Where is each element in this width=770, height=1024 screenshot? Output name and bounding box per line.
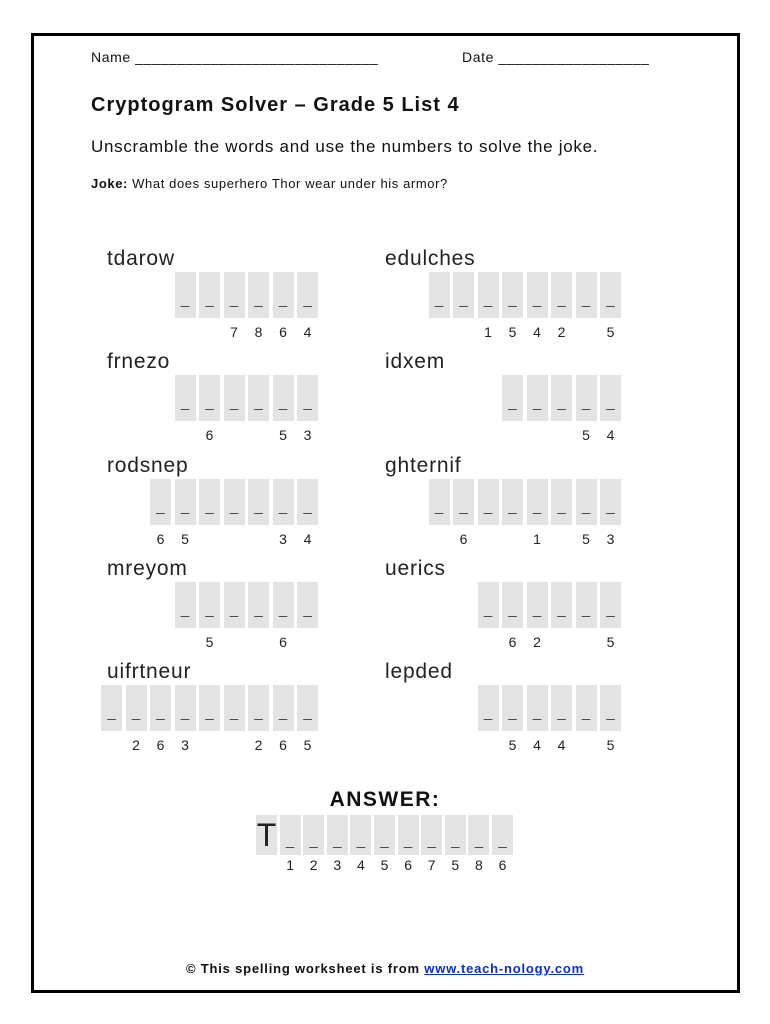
letter-box[interactable]: _ [199, 582, 220, 628]
date-field-label: Date __________________ [462, 49, 650, 65]
answer-letter-box[interactable]: _ [398, 815, 419, 855]
letter-box[interactable]: _ [297, 479, 318, 525]
letter-box[interactable]: _ [502, 582, 523, 628]
answer-number: 7 [427, 857, 436, 873]
letter-box[interactable]: _ [600, 479, 621, 525]
letter-box[interactable]: _ [478, 685, 499, 731]
letter-number: 3 [303, 427, 312, 443]
letter-number: 5 [606, 634, 615, 650]
joke-label: Joke: [91, 176, 128, 191]
letter-number: 6 [279, 634, 287, 650]
letter-box[interactable]: _ [527, 479, 548, 525]
worksheet-title: Cryptogram Solver – Grade 5 List 4 [91, 94, 460, 116]
letter-box[interactable]: _ [527, 685, 548, 731]
letter-box[interactable]: _ [199, 375, 220, 421]
letter-box[interactable]: _ [273, 272, 294, 318]
letter-number: 2 [132, 737, 140, 753]
answer-number: 3 [333, 857, 342, 873]
letter-box[interactable]: _ [175, 272, 196, 318]
letter-box[interactable]: _ [273, 582, 294, 628]
letter-box[interactable]: _ [297, 375, 318, 421]
letter-number: 1 [533, 531, 541, 547]
scrambled-word: mreyom [107, 557, 188, 580]
letter-box[interactable]: _ [175, 685, 196, 731]
letter-box[interactable]: _ [453, 479, 474, 525]
answer-letter-box[interactable]: _ [280, 815, 301, 855]
footer [0, 961, 770, 976]
letter-box[interactable]: _ [273, 685, 294, 731]
letter-box[interactable]: _ [175, 582, 196, 628]
letter-box[interactable]: _ [297, 685, 318, 731]
answer-number: 8 [474, 857, 483, 873]
letter-box[interactable]: _ [224, 272, 245, 318]
letter-number: 3 [606, 531, 615, 547]
letter-box[interactable]: _ [502, 375, 523, 421]
letter-box[interactable]: _ [502, 685, 523, 731]
answer-letter-box[interactable]: _ [421, 815, 442, 855]
letter-number: 5 [279, 427, 287, 443]
letter-number: 5 [303, 737, 312, 753]
letter-box[interactable]: _ [224, 479, 245, 525]
letter-box[interactable]: _ [248, 582, 269, 628]
letter-box[interactable]: _ [224, 375, 245, 421]
letter-number: 5 [606, 324, 615, 340]
letter-number: 5 [582, 531, 590, 547]
letter-box[interactable]: _ [527, 582, 548, 628]
answer-first-letter: T [256, 817, 277, 853]
letter-number: 7 [230, 324, 238, 340]
letter-box[interactable]: _ [429, 479, 450, 525]
letter-box[interactable]: _ [273, 479, 294, 525]
answer-number: 4 [356, 857, 365, 873]
letter-box[interactable]: _ [502, 272, 523, 318]
name-field-label: Name _____________________________ [91, 49, 379, 65]
scrambled-word: ghternif [385, 454, 462, 477]
letter-box[interactable]: _ [453, 272, 474, 318]
answer-letter-box[interactable]: _ [445, 815, 466, 855]
letter-box[interactable]: _ [576, 272, 597, 318]
letter-number: 5 [508, 324, 517, 340]
scrambled-word: idxem [385, 350, 446, 373]
answer-letter-box[interactable]: _ [492, 815, 513, 855]
letter-number: 6 [279, 324, 287, 340]
letter-box[interactable]: _ [527, 375, 548, 421]
letter-box[interactable]: _ [576, 375, 597, 421]
letter-number: 3 [279, 531, 287, 547]
letter-box[interactable]: _ [297, 272, 318, 318]
answer-number: 2 [309, 857, 318, 873]
letter-number: 5 [508, 737, 517, 753]
letter-number: 3 [181, 737, 189, 753]
scrambled-word: uerics [385, 557, 446, 580]
letter-box[interactable]: _ [175, 375, 196, 421]
letter-number: 6 [156, 531, 165, 547]
answer-letter-box[interactable]: _ [374, 815, 395, 855]
answer-number: 5 [380, 857, 389, 873]
letter-number: 6 [508, 634, 517, 650]
answer-number: 5 [451, 857, 460, 873]
letter-number: 2 [533, 634, 541, 650]
scrambled-word: uifrtneur [107, 660, 192, 683]
letter-number: 6 [459, 531, 468, 547]
letter-box[interactable]: _ [199, 685, 220, 731]
letter-number: 5 [181, 531, 189, 547]
letter-box[interactable]: _ [199, 479, 220, 525]
letter-number: 1 [484, 324, 492, 340]
letter-box[interactable]: _ [600, 272, 621, 318]
joke-text: What does superhero Thor wear under his armor? [127, 176, 448, 191]
letter-box[interactable]: _ [126, 685, 147, 731]
letter-number: 5 [205, 634, 214, 650]
answer-number: 1 [286, 857, 294, 873]
scrambled-word: rodsnep [107, 454, 189, 477]
scrambled-word: lepded [385, 660, 453, 683]
letter-box[interactable]: _ [551, 375, 572, 421]
letter-number: 4 [606, 427, 615, 443]
letter-number: 2 [557, 324, 566, 340]
footer-link[interactable]: www.teach-nology.com [424, 961, 585, 976]
letter-number: 6 [156, 737, 165, 753]
scrambled-word: edulches [385, 247, 476, 270]
letter-box[interactable]: _ [551, 272, 572, 318]
letter-box[interactable]: _ [600, 375, 621, 421]
letter-box[interactable]: _ [551, 582, 572, 628]
letter-box[interactable]: _ [502, 479, 523, 525]
joke-line [91, 176, 448, 191]
letter-box[interactable]: _ [478, 272, 499, 318]
letter-number: 2 [254, 737, 263, 753]
answer-number: 6 [498, 857, 507, 873]
letter-box[interactable]: _ [224, 582, 245, 628]
letter-number: 4 [557, 737, 566, 753]
answer-letter-box[interactable]: _ [327, 815, 348, 855]
letter-number: 6 [205, 427, 214, 443]
letter-number: 4 [303, 531, 312, 547]
letter-box[interactable]: _ [551, 685, 572, 731]
letter-number: 4 [533, 737, 541, 753]
letter-box[interactable]: _ [101, 685, 122, 731]
letter-box[interactable]: _ [527, 272, 548, 318]
letter-number: 4 [533, 324, 541, 340]
letter-number: 5 [582, 427, 590, 443]
letter-box[interactable]: _ [248, 685, 269, 731]
letter-box[interactable]: _ [576, 479, 597, 525]
letter-box[interactable]: _ [273, 375, 294, 421]
letter-box[interactable]: _ [478, 582, 499, 628]
letter-box[interactable]: _ [551, 479, 572, 525]
letter-number: 4 [303, 324, 312, 340]
letter-number: 6 [279, 737, 287, 753]
letter-box[interactable]: _ [576, 685, 597, 731]
letter-box[interactable]: _ [600, 685, 621, 731]
instructions: Unscramble the words and use the numbers to solve the joke. [91, 137, 599, 156]
answer-letter-box[interactable]: _ [350, 815, 371, 855]
letter-box[interactable]: _ [150, 479, 171, 525]
letter-box[interactable]: _ [478, 479, 499, 525]
letter-box[interactable]: _ [600, 582, 621, 628]
footer-text: © This spelling worksheet is from [185, 961, 425, 976]
letter-box[interactable]: _ [224, 685, 245, 731]
letter-box[interactable]: _ [429, 272, 450, 318]
letter-box[interactable]: _ [297, 582, 318, 628]
scrambled-word: frnezo [107, 350, 171, 373]
letter-number: 5 [606, 737, 615, 753]
answer-letter-box[interactable]: _ [303, 815, 324, 855]
letter-box[interactable]: _ [248, 375, 269, 421]
letter-box[interactable]: _ [576, 582, 597, 628]
letter-number: 8 [254, 324, 263, 340]
answer-title: ANSWER: [329, 788, 441, 811]
letter-box[interactable]: _ [248, 272, 269, 318]
scrambled-word: tdarow [107, 247, 175, 270]
letter-box[interactable]: _ [175, 479, 196, 525]
letter-box[interactable]: _ [248, 479, 269, 525]
answer-letter-box[interactable]: _ [468, 815, 489, 855]
letter-box[interactable]: _ [150, 685, 171, 731]
answer-number: 6 [404, 857, 412, 873]
letter-box[interactable]: _ [199, 272, 220, 318]
